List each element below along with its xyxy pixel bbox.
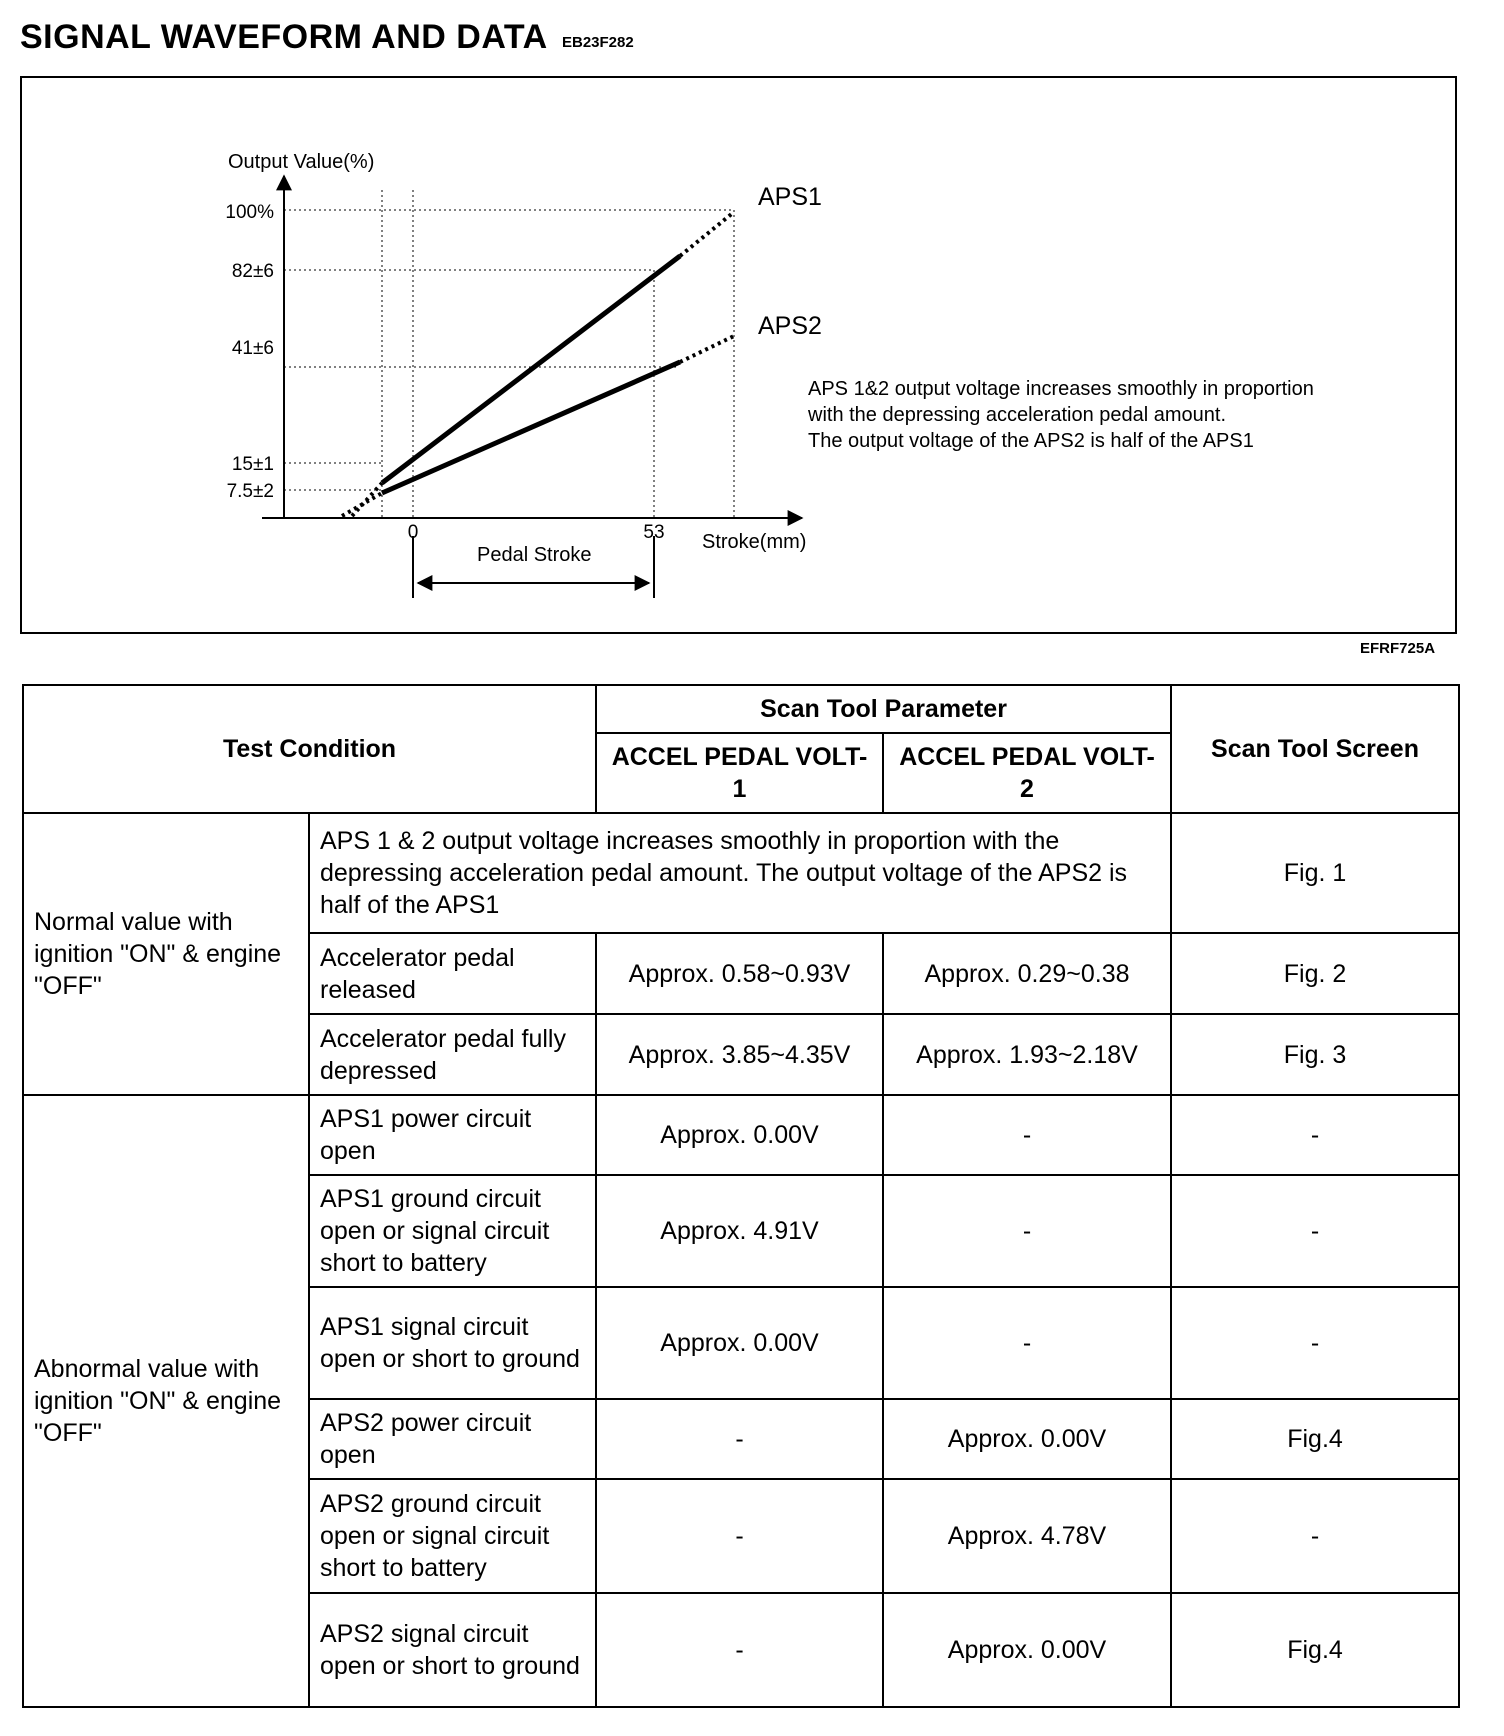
condition-cell: APS1 signal circuit open or short to ground <box>309 1287 596 1399</box>
x-tick-53: 53 <box>643 522 665 543</box>
series-label-aps1: APS1 <box>758 183 822 211</box>
y-tick-82: 82±6 <box>231 261 274 282</box>
table-row <box>23 813 1459 933</box>
figure-description <box>808 376 1428 454</box>
volt1-cell: Approx. 4.91V <box>596 1175 883 1287</box>
y-tick-7-5: 7.5±2 <box>226 481 274 502</box>
pedal-stroke-label: Pedal Stroke <box>477 544 592 566</box>
volt1-cell: - <box>596 1479 883 1593</box>
aps1-line <box>382 256 680 483</box>
section-code: EB23F282 <box>562 34 634 51</box>
screen-cell: Fig. 2 <box>1171 933 1459 1014</box>
screen-cell: - <box>1171 1175 1459 1287</box>
volt2-cell: Approx. 0.00V <box>883 1399 1171 1479</box>
description-line: The output voltage of the APS2 is half of the APS1 <box>808 430 1254 452</box>
reference-lines <box>284 190 734 518</box>
waveform-figure <box>20 76 1457 634</box>
condition-cell: Accelerator pedal fully depressed <box>309 1014 596 1095</box>
aps2-line <box>382 362 680 493</box>
page-title: SIGNAL WAVEFORM AND DATA <box>20 18 548 56</box>
condition-cell: APS2 signal circuit open or short to ground <box>309 1593 596 1707</box>
scan-tool-table <box>22 684 1460 1708</box>
condition-cell: APS 1 & 2 output voltage increases smoothly in proportion with the depressing acceleration pedal amount. The output voltage of the APS2 is half of the APS1 <box>309 813 1171 933</box>
y-axis-label: Output Value(%) <box>228 151 375 173</box>
condition-cell: APS1 power circuit open <box>309 1095 596 1175</box>
volt2-cell: Approx. 0.00V <box>883 1593 1171 1707</box>
volt1-cell: - <box>596 1399 883 1479</box>
group-normal: Normal value with ignition "ON" & engine "OFF" <box>23 813 309 1095</box>
volt1-cell: Approx. 3.85~4.35V <box>596 1014 883 1095</box>
description-line: with the depressing acceleration pedal amount. <box>808 404 1227 426</box>
condition-cell: APS2 ground circuit open or signal circuit short to battery <box>309 1479 596 1593</box>
header-scan-tool-screen: Scan Tool Screen <box>1171 685 1459 813</box>
condition-cell: APS1 ground circuit open or signal circuit short to battery <box>309 1175 596 1287</box>
y-tick-41: 41±6 <box>231 338 274 359</box>
volt2-cell: - <box>883 1175 1171 1287</box>
volt1-cell: Approx. 0.00V <box>596 1095 883 1175</box>
header-scan-tool-parameter: Scan Tool Parameter <box>596 685 1171 733</box>
volt2-cell: - <box>883 1287 1171 1399</box>
screen-cell: Fig.4 <box>1171 1399 1459 1479</box>
y-tick-100: 100% <box>225 202 274 223</box>
screen-cell: - <box>1171 1287 1459 1399</box>
volt2-cell: Approx. 1.93~2.18V <box>883 1014 1171 1095</box>
waveform-chart <box>22 78 1459 636</box>
header-test-condition: Test Condition <box>23 685 596 813</box>
volt2-cell: - <box>883 1095 1171 1175</box>
figure-code: EFRF725A <box>1360 640 1436 657</box>
volt1-cell: Approx. 0.00V <box>596 1287 883 1399</box>
y-tick-15: 15±1 <box>231 454 274 475</box>
screen-cell: Fig.4 <box>1171 1593 1459 1707</box>
series-label-aps2: APS2 <box>758 312 822 340</box>
aps2-dashed-start <box>342 493 382 516</box>
x-tick-0: 0 <box>407 522 419 543</box>
screen-cell: - <box>1171 1095 1459 1175</box>
condition-cell: Accelerator pedal released <box>309 933 596 1014</box>
volt1-cell: Approx. 0.58~0.93V <box>596 933 883 1014</box>
condition-cell: APS2 power circuit open <box>309 1399 596 1479</box>
volt1-cell: - <box>596 1593 883 1707</box>
header-accel-pedal-volt-2: ACCEL PEDAL VOLT-2 <box>883 733 1171 813</box>
aps1-dashed-end <box>680 212 734 256</box>
description-line: APS 1&2 output voltage increases smoothly in proportion <box>808 378 1314 400</box>
table-row <box>23 1095 1459 1175</box>
screen-cell: Fig. 1 <box>1171 813 1459 933</box>
header-accel-pedal-volt-1: ACCEL PEDAL VOLT-1 <box>596 733 883 813</box>
volt2-cell: Approx. 0.29~0.38 <box>883 933 1171 1014</box>
volt2-cell: Approx. 4.78V <box>883 1479 1171 1593</box>
aps2-dashed-end <box>680 336 734 362</box>
group-abnormal: Abnormal value with ignition "ON" & engine "OFF" <box>23 1095 309 1707</box>
screen-cell: - <box>1171 1479 1459 1593</box>
x-axis-label: Stroke(mm) <box>702 531 807 553</box>
screen-cell: Fig. 3 <box>1171 1014 1459 1095</box>
